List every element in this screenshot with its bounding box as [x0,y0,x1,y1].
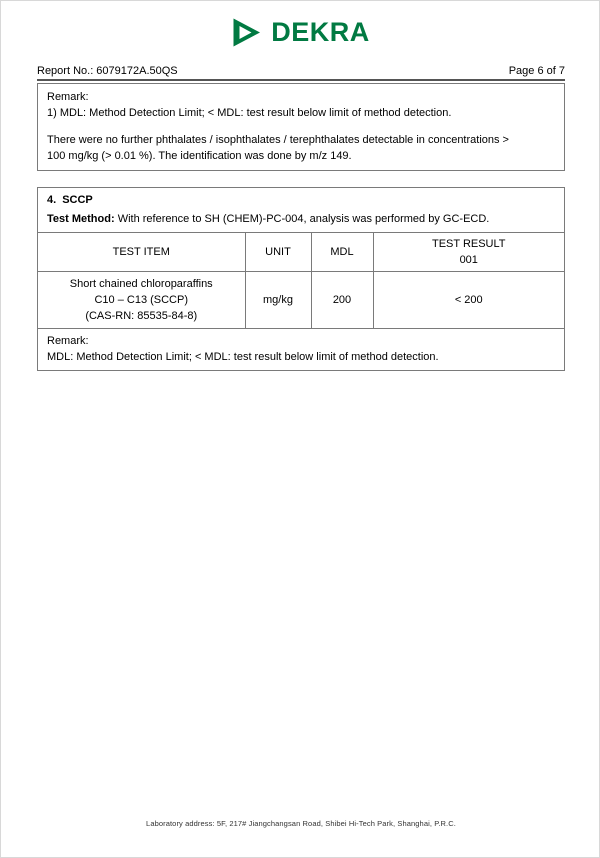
table-remark-line-1: MDL: Method Detection Limit; < MDL: test result below limit of method detection. [47,351,439,363]
column-header-mdl: MDL [311,233,373,272]
report-number: Report No.: 6079172A.50QS [37,65,178,77]
cell-unit: mg/kg [245,272,311,329]
logo-group [232,17,370,48]
cell-test-result: < 200 [454,294,483,306]
test-item-cas-rn: (CAS-RN: 85535-84-8) [85,310,198,322]
test-method-line [47,212,555,227]
brand-logo [1,9,600,55]
column-header-unit: UNIT [245,233,311,272]
test-method-text: With reference to SH (CHEM)-PC-004, analysis was performed by GC-ECD. [117,213,490,225]
table-row [38,272,564,329]
top-remark-line-3: 100 mg/kg (> 0.01 %). The identification was done by m/z 149. [47,150,352,162]
brand-wordmark: DEKRA [271,16,370,47]
section-heading-line [47,193,555,208]
page-number: Page 6 of 7 [508,65,565,77]
top-remark-title: Remark: [47,91,89,103]
page-footer [1,819,600,828]
top-remark-line-1: 1) MDL: Method Detection Limit; < MDL: test result below limit of method detection. [47,107,452,119]
header-divider [37,79,565,81]
sccp-result-table [38,233,564,328]
column-header-sample-id: 001 [459,254,478,266]
cell-mdl: 200 [311,272,373,329]
sccp-section-heading [38,188,564,233]
remark-spacer [47,121,555,132]
laboratory-address: Laboratory address: 5F, 217# Jiangchangsan Road, Shibei Hi-Tech Park, Shanghai, P.R.C. [146,819,456,828]
section-number: 4. [47,194,57,206]
table-remark-box [38,328,564,370]
test-item-name: Short chained chloroparaffins [69,278,213,290]
table-remark-title: Remark: [47,335,89,347]
top-remark-line-2: There were no further phthalates / isophthalates / terephthalates detectable in concentrations > [47,134,509,146]
cell-test-item [38,272,245,329]
column-header-test-result-title: TEST RESULT [431,238,506,250]
dekra-chevron-icon [232,17,262,48]
section-title: SCCP [62,194,93,206]
test-method-label: Test Method: [47,213,115,225]
column-header-test-result [373,233,564,272]
sccp-section [37,187,565,371]
document-header [37,65,565,77]
test-item-range: C10 – C13 (SCCP) [94,294,189,306]
top-remark-box [37,83,565,171]
table-header-row [38,233,564,272]
column-header-test-item: TEST ITEM [38,233,245,272]
